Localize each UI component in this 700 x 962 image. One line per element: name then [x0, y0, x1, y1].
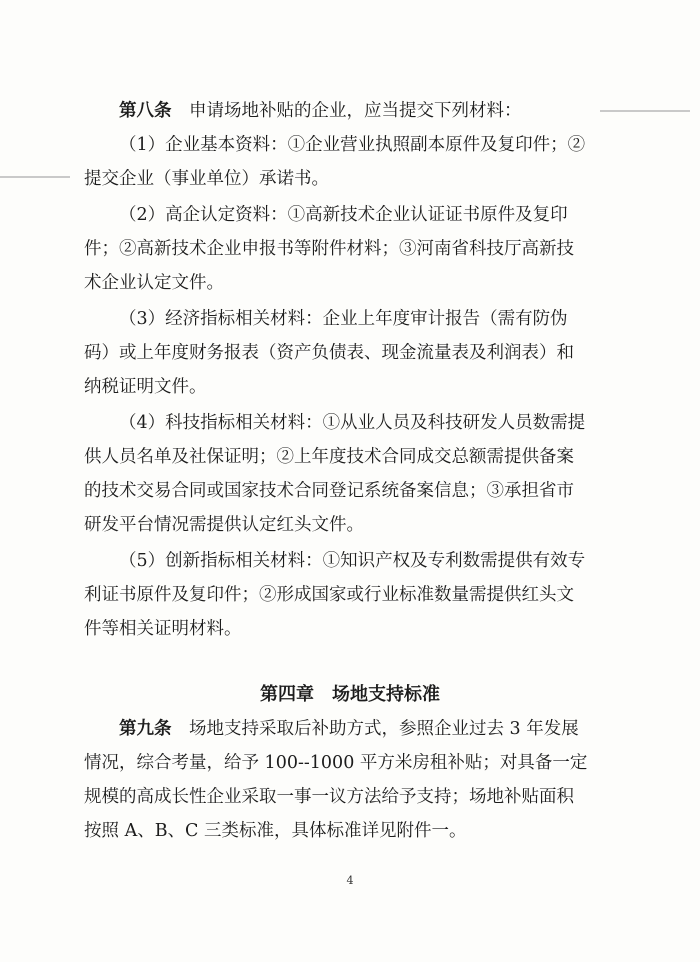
- chapter-title: 第四章 场地支持标准: [260, 684, 440, 705]
- article8-heading: 第八条: [119, 101, 172, 121]
- article8-item-5: （5）创新指标相关材料：①知识产权及专利数需提供有效专利证书原件及复印件；②形成国家或行业标准数量需提供红头文件等相关证明材料。: [84, 551, 586, 639]
- article9-heading: 第九条: [119, 719, 172, 739]
- article8-item-4: （4）科技指标相关材料：①从业人员及科技研发人员数需提供人员名单及社保证明；②上年度技术合同成交总额需提供备案的技术交易合同或国家技术合同登记系统备案信息；③承担省市研发平台情况需提供认定红头文件。: [84, 413, 586, 535]
- article8-intro-text: 申请场地补贴的企业，应当提交下列材料：: [189, 101, 522, 121]
- article9-text: 场地支持采取后补助方式，参照企业过去 3 年发展情况，综合考量，给予 100--1000 平方米房租补贴；对具备一定规模的高成长性企业采取一事一议方法给予支持；场地补贴面积按照 A、B、C 三类标准，具体标准详见附件一。: [84, 719, 588, 841]
- page-number: 4: [346, 874, 354, 887]
- scan-artifact: [600, 110, 690, 112]
- article8-item-2: （2）高企认定资料：①高新技术企业认证证书原件及复印件；②高新技术企业申报书等附件材料；③河南省科技厅高新技术企业认定文件。: [84, 205, 574, 293]
- article8-item-1: （1）企业基本资料：①企业营业执照副本原件及复印件；②提交企业（事业单位）承诺书。: [84, 135, 586, 189]
- article8-item-3: （3）经济指标相关材料：企业上年度审计报告（需有防伪码）或上年度财务报表（资产负债表、现金流量表及利润表）和纳税证明文件。: [84, 309, 574, 397]
- article8-intro: [84, 94, 589, 128]
- scan-artifact: [0, 176, 70, 178]
- article9-paragraph: [84, 712, 589, 848]
